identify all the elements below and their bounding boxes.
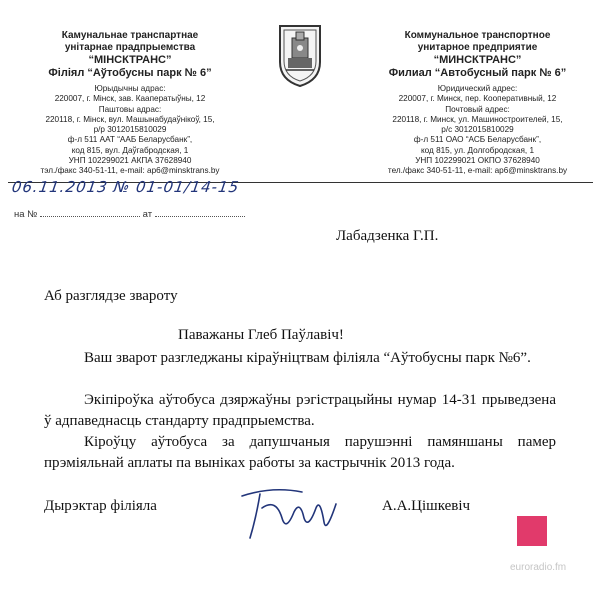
euroradio-logo-icon (517, 516, 547, 546)
bank-code: код 815, вул. Даўгабродская, 1 (71, 145, 189, 155)
org-name-line1: Камунальнае транспартнае (61, 30, 199, 41)
bank-name: ф-л 511 ААТ “ААБ Беларусбанк”, (67, 135, 193, 145)
salutation: Паважаны Глеб Паўлавіч! (178, 327, 344, 343)
org-name-line2: унітарнае прадпрыемства (64, 42, 196, 53)
postal-address: 220118, г. Мінск, вул. Машынабудаўнікоў, 15, (45, 114, 215, 124)
tax-ids: УНП 102299021 ОКПО 37628940 (415, 156, 540, 166)
contacts: тел./факс 340-51-11, e-mail: ap6@minsktrans.by (387, 166, 568, 176)
org-name-line2: унитарное предприятие (417, 42, 538, 53)
bank-account: р/р 3012015810029 (93, 125, 167, 135)
reference-prefix: на № (14, 209, 38, 220)
contacts: тэл./факс 340-51-11, e-mail: ap6@minsktrans.by (40, 166, 220, 176)
reference-number-blank (40, 208, 140, 217)
paragraph: Кіроўцу аўтобуса за дапушчаныя парушэнні памяншаны памер прэміяльнай аплаты па выніках работы за кастрычнік 2013 года. (44, 434, 556, 471)
postal-address-label: Паштовы адрас: (98, 104, 162, 114)
letter-subject: Аб разглядзе звароту (44, 288, 178, 304)
org-name-line1: Коммунальное транспортное (404, 30, 551, 41)
legal-address: 220007, г. Мінск, зав. Кааператыўны, 12 (54, 94, 206, 104)
letterhead-right (355, 30, 600, 177)
signature (232, 478, 352, 548)
legal-address: 220007, г. Минск, пер. Кооперативный, 12 (398, 94, 557, 104)
paragraph: Ваш зварот разгледжаны кіраўніцтвам філіяла “Аўтобусны парк №6”. (84, 350, 531, 366)
brand-name: “МИНСКТРАНС” (433, 54, 522, 66)
reference-from: ат (142, 209, 153, 220)
paragraph: Экіпіроўка аўтобуса дзяржаўны рэгістрацыйны нумар 14-31 прыведзена ў адпаведнасць стандарту прадпрыемства. (44, 392, 556, 429)
legal-address-label: Юридический адрес: (437, 84, 518, 93)
addressee: Лабадзенка Г.П. (336, 228, 439, 244)
signer-name: А.А.Цішкевіч (382, 498, 471, 514)
city-emblem-icon (272, 22, 328, 90)
postal-address: 220118, г. Минск, ул. Машиностроителей, 15, (392, 114, 563, 124)
bank-code: код 815, ул. Долгобродская, 1 (420, 145, 535, 155)
handwritten-registration: 06.11.2013 № 01-01/14-15 (10, 178, 241, 196)
brand-name: “МІНСКТРАНС” (88, 54, 172, 66)
tax-ids: УНП 102299021 АКПА 37628940 (68, 156, 192, 166)
signer-title: Дырэктар філіяла (44, 498, 157, 514)
branch-name: Філіял “Аўтобусны парк № 6” (48, 67, 212, 79)
branch-name: Филиал “Автобусный парк № 6” (388, 67, 567, 79)
bank-account: р/с 3012015810029 (441, 125, 514, 135)
letterhead-left (10, 30, 250, 177)
reference-line (14, 208, 245, 220)
bank-name: ф-л 511 ОАО “АСБ Беларусбанк”, (413, 135, 542, 145)
watermark-text: euroradio.fm (510, 562, 567, 573)
postal-address-label: Почтовый адрес: (445, 104, 510, 114)
legal-address-label: Юрыдычны адрас: (94, 84, 166, 93)
reference-date-blank (155, 208, 245, 217)
